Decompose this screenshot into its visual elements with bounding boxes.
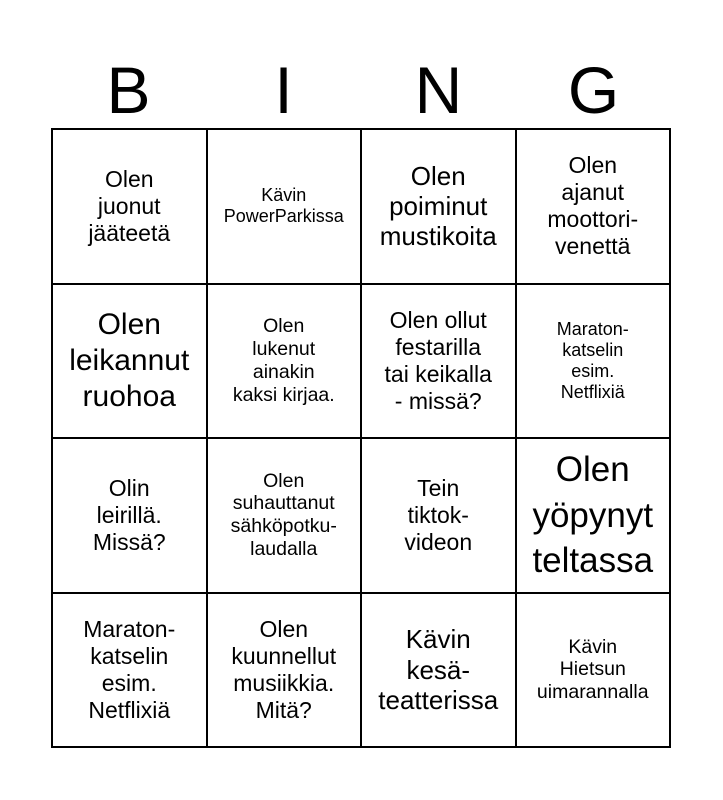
bingo-cell[interactable]: Kävin Hietsun uimarannalla: [516, 593, 671, 748]
bingo-cell[interactable]: Olen lukenut ainakin kaksi kirjaa.: [207, 284, 362, 439]
bingo-header: [51, 52, 671, 128]
bingo-cell[interactable]: Olin leirillä. Missä?: [52, 438, 207, 593]
header-letter-n: N: [414, 53, 463, 127]
bingo-grid: [51, 128, 671, 748]
bingo-cell[interactable]: Kävin PowerParkissa: [207, 129, 362, 284]
bingo-cell[interactable]: Kävin kesä- teatterissa: [361, 593, 516, 748]
header-letter-g: G: [567, 53, 620, 127]
bingo-cell[interactable]: Tein tiktok- videon: [361, 438, 516, 593]
header-letter-i: I: [274, 53, 293, 127]
bingo-cell[interactable]: Olen yöpynyt teltassa: [516, 438, 671, 593]
bingo-cell[interactable]: Olen ollut festarilla tai keikalla - missä?: [361, 284, 516, 439]
bingo-cell[interactable]: Olen juonut jääteetä: [52, 129, 207, 284]
bingo-cell[interactable]: Olen suhauttanut sähköpotku- laudalla: [207, 438, 362, 593]
bingo-cell[interactable]: Maraton- katselin esim. Netflixiä: [516, 284, 671, 439]
bingo-cell[interactable]: Olen poiminut mustikoita: [361, 129, 516, 284]
bingo-cell[interactable]: Olen leikannut ruohoa: [52, 284, 207, 439]
header-letter-b: B: [106, 53, 151, 127]
bingo-cell[interactable]: Olen ajanut moottori- venettä: [516, 129, 671, 284]
bingo-cell[interactable]: Olen kuunnellut musiikkia. Mitä?: [207, 593, 362, 748]
bingo-cell[interactable]: Maraton- katselin esim. Netflixiä: [52, 593, 207, 748]
